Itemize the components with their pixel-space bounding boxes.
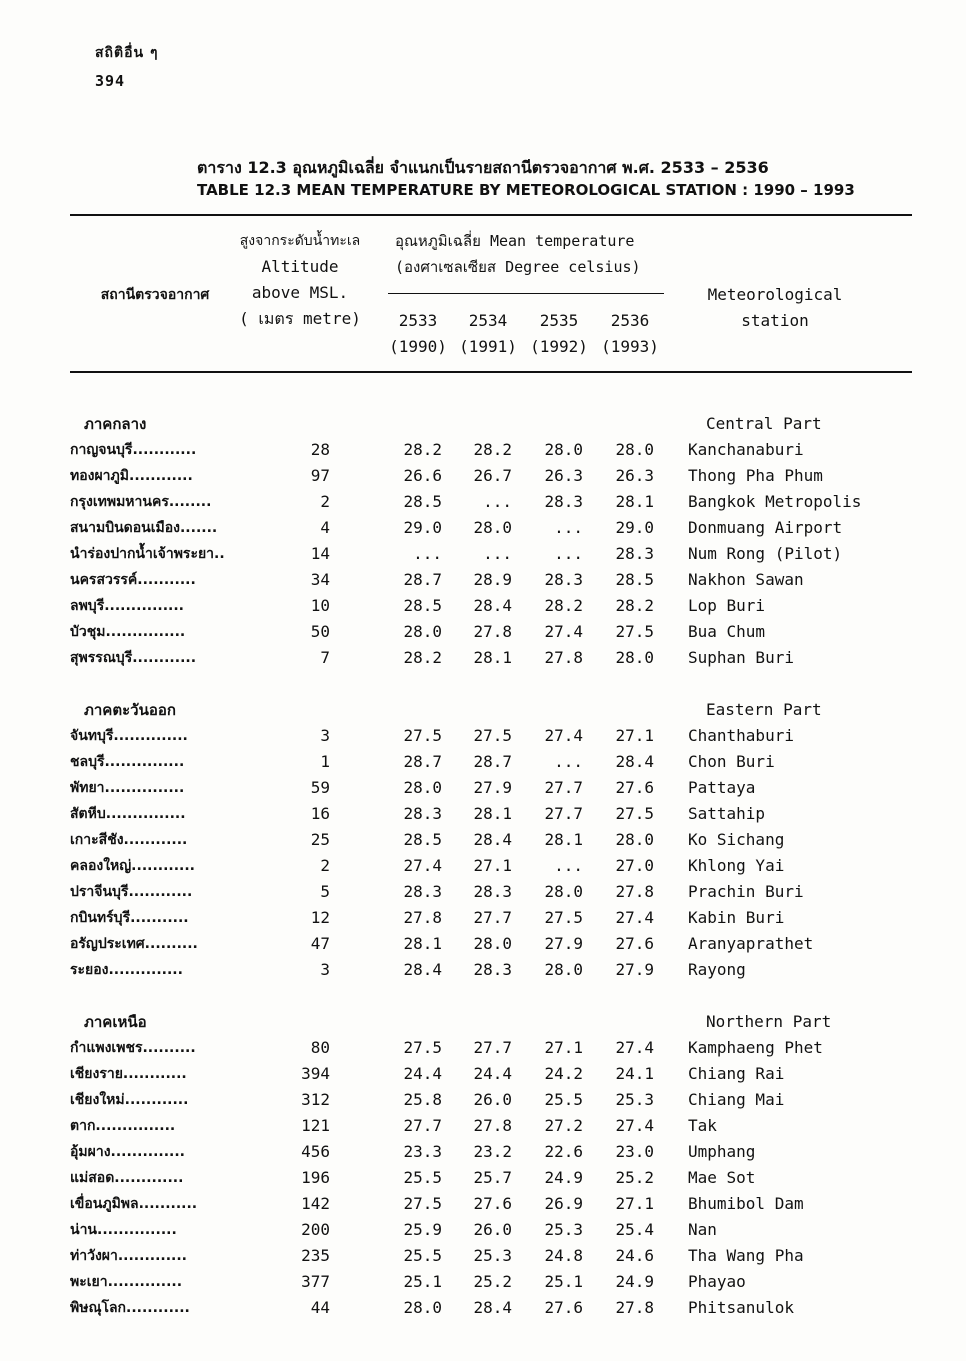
altitude-cell: 394 bbox=[301, 1064, 330, 1083]
temp-subrule bbox=[388, 293, 664, 294]
year-en-4: (1993) bbox=[601, 337, 659, 356]
station-name-english: Chiang Mai bbox=[688, 1090, 785, 1109]
temp-2533-cell: 28.2 bbox=[403, 648, 442, 667]
station-name-thai: นครสวรรค์........... bbox=[70, 572, 196, 588]
altitude-cell: 14 bbox=[310, 544, 330, 563]
temp-2535-cell: 22.6 bbox=[544, 1142, 583, 1161]
table-row bbox=[0, 1165, 966, 1191]
temp-2533-cell: 27.7 bbox=[403, 1116, 442, 1135]
temp-2533-cell: 27.5 bbox=[403, 1194, 442, 1213]
station-name-thai: เกาะสีชัง............ bbox=[70, 832, 188, 848]
temp-2536-cell: 27.9 bbox=[615, 960, 654, 979]
temp-2534-cell: 28.2 bbox=[473, 440, 512, 459]
station-name-english: Chon Buri bbox=[688, 752, 775, 771]
station-header-en-2: station bbox=[741, 311, 809, 330]
station-name-thai: เชียงใหม่............ bbox=[70, 1092, 189, 1108]
station-name-thai: ท่าวังผา............. bbox=[70, 1248, 187, 1264]
table-row bbox=[0, 489, 966, 515]
temp-2536-cell: 27.6 bbox=[615, 778, 654, 797]
temp-2535-cell: 24.2 bbox=[544, 1064, 583, 1083]
temp-2535-cell: 25.5 bbox=[544, 1090, 583, 1109]
station-name-thai: น่าน............... bbox=[70, 1222, 177, 1238]
temp-2535-cell: 26.9 bbox=[544, 1194, 583, 1213]
temp-2534-cell: 27.5 bbox=[473, 726, 512, 745]
temp-2533-cell: 28.5 bbox=[403, 830, 442, 849]
temp-2534-cell: 28.3 bbox=[473, 960, 512, 979]
temp-2534-cell: ... bbox=[483, 544, 512, 563]
station-name-thai: กรุงเทพมหานคร........ bbox=[70, 494, 212, 510]
station-name-thai: ทองผาภูมิ............ bbox=[70, 468, 193, 484]
temp-2534-cell: 26.0 bbox=[473, 1090, 512, 1109]
temp-2536-cell: 28.1 bbox=[615, 492, 654, 511]
table-row bbox=[0, 775, 966, 801]
station-name-thai: พะเยา.............. bbox=[70, 1274, 183, 1290]
temp-2535-cell: ... bbox=[554, 752, 583, 771]
temp-2533-cell: 28.5 bbox=[403, 492, 442, 511]
temp-2533-cell: 23.3 bbox=[403, 1142, 442, 1161]
temp-2535-cell: 27.9 bbox=[544, 934, 583, 953]
temp-2536-cell: 25.2 bbox=[615, 1168, 654, 1187]
altitude-unit: ( เมตร metre) bbox=[239, 309, 361, 328]
station-name-english: Phayao bbox=[688, 1272, 746, 1291]
altitude-cell: 196 bbox=[301, 1168, 330, 1187]
temp-2534-cell: 28.0 bbox=[473, 934, 512, 953]
temp-2534-cell: 27.1 bbox=[473, 856, 512, 875]
section-name-thai: ภาคตะวันออก bbox=[84, 701, 176, 719]
station-name-thai: พิษณุโลก............ bbox=[70, 1300, 190, 1316]
temp-2534-cell: 26.7 bbox=[473, 466, 512, 485]
temp-2535-cell: ... bbox=[554, 856, 583, 875]
temp-2533-cell: 26.6 bbox=[403, 466, 442, 485]
temp-2536-cell: 26.3 bbox=[615, 466, 654, 485]
temp-2533-cell: 25.8 bbox=[403, 1090, 442, 1109]
altitude-cell: 1 bbox=[320, 752, 330, 771]
altitude-cell: 34 bbox=[310, 570, 330, 589]
table-row bbox=[0, 1113, 966, 1139]
station-name-english: Kanchanaburi bbox=[688, 440, 804, 459]
temp-2535-cell: 28.3 bbox=[544, 492, 583, 511]
altitude-cell: 200 bbox=[301, 1220, 330, 1239]
table-row bbox=[0, 1139, 966, 1165]
temp-2533-cell: 28.7 bbox=[403, 752, 442, 771]
temp-2535-cell: 28.0 bbox=[544, 440, 583, 459]
temp-2533-cell: 28.5 bbox=[403, 596, 442, 615]
temp-2535-cell: 27.2 bbox=[544, 1116, 583, 1135]
station-name-english: Tak bbox=[688, 1116, 717, 1135]
temp-2535-cell: 25.1 bbox=[544, 1272, 583, 1291]
station-name-thai: จันทบุรี.............. bbox=[70, 728, 188, 744]
temp-2534-cell: 27.8 bbox=[473, 622, 512, 641]
table-row bbox=[0, 957, 966, 983]
temp-2533-cell: 28.3 bbox=[403, 882, 442, 901]
temp-2534-cell: ... bbox=[483, 492, 512, 511]
altitude-cell: 3 bbox=[320, 726, 330, 745]
temp-2534-cell: 24.4 bbox=[473, 1064, 512, 1083]
altitude-cell: 121 bbox=[301, 1116, 330, 1135]
station-name-thai: เชียงราย............ bbox=[70, 1066, 187, 1082]
temp-2533-cell: 27.5 bbox=[403, 1038, 442, 1057]
temp-2534-cell: 28.0 bbox=[473, 518, 512, 537]
table-row bbox=[0, 853, 966, 879]
station-name-english: Nan bbox=[688, 1220, 717, 1239]
table-row bbox=[0, 437, 966, 463]
altitude-cell: 10 bbox=[310, 596, 330, 615]
station-name-thai: สัตหีบ............... bbox=[70, 806, 186, 822]
temp-2533-cell: 27.4 bbox=[403, 856, 442, 875]
temp-2533-cell: 25.5 bbox=[403, 1168, 442, 1187]
station-name-english: Sattahip bbox=[688, 804, 766, 823]
year-en-3: (1992) bbox=[530, 337, 588, 356]
altitude-cell: 47 bbox=[310, 934, 330, 953]
altitude-cell: 97 bbox=[310, 466, 330, 485]
station-name-english: Bua Chum bbox=[688, 622, 766, 641]
temp-2534-cell: 28.7 bbox=[473, 752, 512, 771]
temp-2535-cell: 27.4 bbox=[544, 726, 583, 745]
station-name-english: Rayong bbox=[688, 960, 746, 979]
station-name-thai: กำแพงเพชร.......... bbox=[70, 1040, 196, 1056]
table-row bbox=[0, 1295, 966, 1321]
station-name-thai: ตาก............... bbox=[70, 1118, 176, 1134]
temp-2534-cell: 27.9 bbox=[473, 778, 512, 797]
station-name-thai: ระยอง.............. bbox=[70, 962, 183, 978]
table-row bbox=[0, 515, 966, 541]
station-name-english: Suphan Buri bbox=[688, 648, 794, 667]
temp-2536-cell: 28.2 bbox=[615, 596, 654, 615]
altitude-cell: 312 bbox=[301, 1090, 330, 1109]
temp-2534-cell: 28.4 bbox=[473, 596, 512, 615]
table-row bbox=[0, 567, 966, 593]
temp-2533-cell: 27.5 bbox=[403, 726, 442, 745]
station-name-english: Pattaya bbox=[688, 778, 756, 797]
temp-2535-cell: 27.6 bbox=[544, 1298, 583, 1317]
table-row bbox=[0, 749, 966, 775]
temp-2535-cell: 27.1 bbox=[544, 1038, 583, 1057]
header-rule bbox=[70, 371, 912, 373]
altitude-cell: 16 bbox=[310, 804, 330, 823]
temp-2536-cell: 27.1 bbox=[615, 1194, 654, 1213]
temp-2535-cell: ... bbox=[554, 544, 583, 563]
temp-2536-cell: 27.4 bbox=[615, 1116, 654, 1135]
station-name-thai: สนามบินดอนเมือง....... bbox=[70, 520, 218, 536]
temp-2535-cell: 26.3 bbox=[544, 466, 583, 485]
altitude-cell: 25 bbox=[310, 830, 330, 849]
temp-2535-cell: ... bbox=[554, 518, 583, 537]
page-number: 394 bbox=[95, 72, 126, 90]
temp-2534-cell: 25.2 bbox=[473, 1272, 512, 1291]
altitude-cell: 7 bbox=[320, 648, 330, 667]
temp-2536-cell: 25.3 bbox=[615, 1090, 654, 1109]
altitude-cell: 44 bbox=[310, 1298, 330, 1317]
temp-2536-cell: 27.0 bbox=[615, 856, 654, 875]
temp-2533-cell: 28.0 bbox=[403, 778, 442, 797]
temp-2536-cell: 27.6 bbox=[615, 934, 654, 953]
altitude-cell: 59 bbox=[310, 778, 330, 797]
station-name-english: Kabin Buri bbox=[688, 908, 785, 927]
table-title-english: TABLE 12.3 MEAN TEMPERATURE BY METEOROLOGICAL STATION : 1990 – 1993 bbox=[197, 181, 855, 199]
station-name-english: Prachin Buri bbox=[688, 882, 804, 901]
temp-2534-cell: 28.1 bbox=[473, 648, 512, 667]
temp-2536-cell: 25.4 bbox=[615, 1220, 654, 1239]
temp-2533-cell: 28.7 bbox=[403, 570, 442, 589]
temp-2534-cell: 25.7 bbox=[473, 1168, 512, 1187]
year-th-1: 2533 bbox=[398, 311, 438, 330]
altitude-header-thai: สูงจากระดับน้ำทะเล bbox=[239, 233, 361, 249]
temp-2536-cell: 27.8 bbox=[615, 1298, 654, 1317]
table-row bbox=[0, 593, 966, 619]
table-row bbox=[0, 1061, 966, 1087]
year-th-2: 2534 bbox=[468, 311, 508, 330]
station-name-thai: เขื่อนภูมิพล........... bbox=[70, 1196, 198, 1212]
temp-2533-cell: 28.3 bbox=[403, 804, 442, 823]
temp-2536-cell: 24.6 bbox=[615, 1246, 654, 1265]
temp-unit: (องศาเซลเซียส Degree celsius) bbox=[395, 258, 641, 276]
table-row bbox=[0, 619, 966, 645]
section-name-english: Northern Part bbox=[706, 1012, 832, 1031]
temp-2533-cell: 24.4 bbox=[403, 1064, 442, 1083]
table-row bbox=[0, 827, 966, 853]
station-name-thai: บัวชุม............... bbox=[70, 624, 186, 640]
altitude-header-en: Altitude bbox=[261, 257, 339, 276]
altitude-cell: 377 bbox=[301, 1272, 330, 1291]
temp-2536-cell: 27.4 bbox=[615, 1038, 654, 1057]
temp-2533-cell: 29.0 bbox=[403, 518, 442, 537]
altitude-cell: 5 bbox=[320, 882, 330, 901]
temp-2534-cell: 26.0 bbox=[473, 1220, 512, 1239]
temp-2535-cell: 27.5 bbox=[544, 908, 583, 927]
temp-2535-cell: 25.3 bbox=[544, 1220, 583, 1239]
temp-2533-cell: 25.5 bbox=[403, 1246, 442, 1265]
table-row bbox=[0, 541, 966, 567]
station-name-english: Nakhon Sawan bbox=[688, 570, 804, 589]
station-name-thai: อรัญประเทศ.......... bbox=[70, 936, 198, 952]
temp-2534-cell: 28.4 bbox=[473, 1298, 512, 1317]
station-name-thai: ลพบุรี............... bbox=[70, 598, 184, 614]
station-name-thai: กาญจนบุรี............ bbox=[70, 442, 197, 458]
temp-2533-cell: 28.1 bbox=[403, 934, 442, 953]
station-name-thai: สุพรรณบุรี............ bbox=[70, 650, 197, 666]
temp-2534-cell: 27.8 bbox=[473, 1116, 512, 1135]
temp-header: อุณหภูมิเฉลี่ย Mean temperature bbox=[395, 232, 635, 250]
temp-2534-cell: 27.6 bbox=[473, 1194, 512, 1213]
year-th-3: 2535 bbox=[539, 311, 579, 330]
station-name-thai: คลองใหญ่............ bbox=[70, 858, 196, 874]
altitude-cell: 456 bbox=[301, 1142, 330, 1161]
station-name-english: Thong Pha Phum bbox=[688, 466, 823, 485]
table-row bbox=[0, 1035, 966, 1061]
temp-2533-cell: 28.2 bbox=[403, 440, 442, 459]
temp-2536-cell: 28.0 bbox=[615, 648, 654, 667]
temp-2534-cell: 28.3 bbox=[473, 882, 512, 901]
altitude-cell: 12 bbox=[310, 908, 330, 927]
temp-2536-cell: 23.0 bbox=[615, 1142, 654, 1161]
altitude-cell: 50 bbox=[310, 622, 330, 641]
altitude-cell: 4 bbox=[320, 518, 330, 537]
temp-2536-cell: 27.4 bbox=[615, 908, 654, 927]
station-name-english: Donmuang Airport bbox=[688, 518, 843, 537]
station-name-thai: แม่สอด............. bbox=[70, 1170, 184, 1186]
table-row bbox=[0, 801, 966, 827]
table-row bbox=[0, 645, 966, 671]
station-header-thai: สถานีตรวจอากาศ bbox=[100, 287, 210, 303]
section-name-thai: ภาคกลาง bbox=[84, 415, 147, 433]
temp-2534-cell: 23.2 bbox=[473, 1142, 512, 1161]
temp-2535-cell: 24.8 bbox=[544, 1246, 583, 1265]
altitude-header-msl: above MSL. bbox=[251, 283, 349, 302]
temp-2535-cell: 27.7 bbox=[544, 804, 583, 823]
temp-2536-cell: 27.5 bbox=[615, 804, 654, 823]
altitude-cell: 235 bbox=[301, 1246, 330, 1265]
station-name-thai: นำร่องปากน้ำเจ้าพระยา.. bbox=[70, 546, 225, 562]
table-row bbox=[0, 463, 966, 489]
temp-2535-cell: 27.7 bbox=[544, 778, 583, 797]
year-th-4: 2536 bbox=[610, 311, 650, 330]
temp-2535-cell: 28.2 bbox=[544, 596, 583, 615]
table-row bbox=[0, 1087, 966, 1113]
station-name-english: Kamphaeng Phet bbox=[688, 1038, 823, 1057]
table-row bbox=[0, 723, 966, 749]
temp-2536-cell: 28.0 bbox=[615, 440, 654, 459]
section-name-thai: ภาคเหนือ bbox=[84, 1013, 147, 1031]
temp-2536-cell: 28.5 bbox=[615, 570, 654, 589]
temp-2535-cell: 28.3 bbox=[544, 570, 583, 589]
station-name-thai: ปราจีนบุรี............ bbox=[70, 884, 193, 900]
station-name-english: Tha Wang Pha bbox=[688, 1246, 804, 1265]
station-name-english: Chiang Rai bbox=[688, 1064, 785, 1083]
temp-2536-cell: 27.8 bbox=[615, 882, 654, 901]
temp-2536-cell: 28.4 bbox=[615, 752, 654, 771]
station-name-thai: กบินทร์บุรี........... bbox=[70, 910, 189, 926]
station-name-english: Phitsanulok bbox=[688, 1298, 794, 1317]
station-name-english: Umphang bbox=[688, 1142, 756, 1161]
altitude-cell: 2 bbox=[320, 492, 330, 511]
temp-2536-cell: 28.0 bbox=[615, 830, 654, 849]
station-name-english: Lop Buri bbox=[688, 596, 766, 615]
table-row bbox=[0, 931, 966, 957]
temp-2535-cell: 28.1 bbox=[544, 830, 583, 849]
temp-2535-cell: 24.9 bbox=[544, 1168, 583, 1187]
top-rule bbox=[70, 214, 912, 216]
section-heading bbox=[0, 697, 966, 723]
station-name-english: Mae Sot bbox=[688, 1168, 756, 1187]
temp-2535-cell: 27.4 bbox=[544, 622, 583, 641]
temp-2534-cell: 28.4 bbox=[473, 830, 512, 849]
temp-2536-cell: 24.9 bbox=[615, 1272, 654, 1291]
temp-2534-cell: 28.9 bbox=[473, 570, 512, 589]
station-name-thai: อุ้มผาง.............. bbox=[70, 1144, 185, 1160]
temp-2534-cell: 27.7 bbox=[473, 908, 512, 927]
temp-2535-cell: 28.0 bbox=[544, 960, 583, 979]
temp-2536-cell: 27.5 bbox=[615, 622, 654, 641]
station-name-english: Chanthaburi bbox=[688, 726, 794, 745]
temp-2535-cell: 28.0 bbox=[544, 882, 583, 901]
station-name-thai: พัทยา............... bbox=[70, 780, 185, 796]
station-name-english: Aranyaprathet bbox=[688, 934, 814, 953]
table-row bbox=[0, 1269, 966, 1295]
temp-2533-cell: 27.8 bbox=[403, 908, 442, 927]
temp-2535-cell: 27.8 bbox=[544, 648, 583, 667]
temp-2533-cell: ... bbox=[413, 544, 442, 563]
station-name-english: Bhumibol Dam bbox=[688, 1194, 804, 1213]
section-name-english: Central Part bbox=[706, 414, 822, 433]
table-title-thai: ตาราง 12.3 อุณหภูมิเฉลี่ย จำแนกเป็นรายสถานีตรวจอากาศ พ.ศ. 2533 – 2536 bbox=[197, 158, 769, 177]
section-heading bbox=[0, 1009, 966, 1035]
temp-2534-cell: 27.7 bbox=[473, 1038, 512, 1057]
table-row bbox=[0, 905, 966, 931]
temp-2533-cell: 28.4 bbox=[403, 960, 442, 979]
altitude-cell: 80 bbox=[310, 1038, 330, 1057]
table-row bbox=[0, 1217, 966, 1243]
altitude-cell: 3 bbox=[320, 960, 330, 979]
station-name-english: Ko Sichang bbox=[688, 830, 785, 849]
altitude-cell: 2 bbox=[320, 856, 330, 875]
station-name-thai: ชลบุรี............... bbox=[70, 754, 185, 770]
table-row bbox=[0, 1191, 966, 1217]
year-en-2: (1991) bbox=[459, 337, 517, 356]
temp-2534-cell: 25.3 bbox=[473, 1246, 512, 1265]
section-heading bbox=[0, 411, 966, 437]
altitude-cell: 28 bbox=[310, 440, 330, 459]
temp-2536-cell: 24.1 bbox=[615, 1064, 654, 1083]
station-name-english: Num Rong (Pilot) bbox=[688, 544, 843, 563]
year-en-1: (1990) bbox=[389, 337, 447, 356]
temp-2533-cell: 28.0 bbox=[403, 622, 442, 641]
altitude-cell: 142 bbox=[301, 1194, 330, 1213]
temp-2533-cell: 25.9 bbox=[403, 1220, 442, 1239]
temp-2536-cell: 29.0 bbox=[615, 518, 654, 537]
temp-2533-cell: 25.1 bbox=[403, 1272, 442, 1291]
section-name-english: Eastern Part bbox=[706, 700, 822, 719]
temp-2534-cell: 28.1 bbox=[473, 804, 512, 823]
table-row bbox=[0, 879, 966, 905]
temp-2536-cell: 27.1 bbox=[615, 726, 654, 745]
temp-2536-cell: 28.3 bbox=[615, 544, 654, 563]
section-header: สถิติอื่น ๆ bbox=[95, 45, 159, 61]
station-name-english: Khlong Yai bbox=[688, 856, 785, 875]
station-name-english: Bangkok Metropolis bbox=[688, 492, 862, 511]
table-row bbox=[0, 1243, 966, 1269]
temp-2533-cell: 28.0 bbox=[403, 1298, 442, 1317]
station-header-en: Meteorological bbox=[707, 285, 843, 304]
